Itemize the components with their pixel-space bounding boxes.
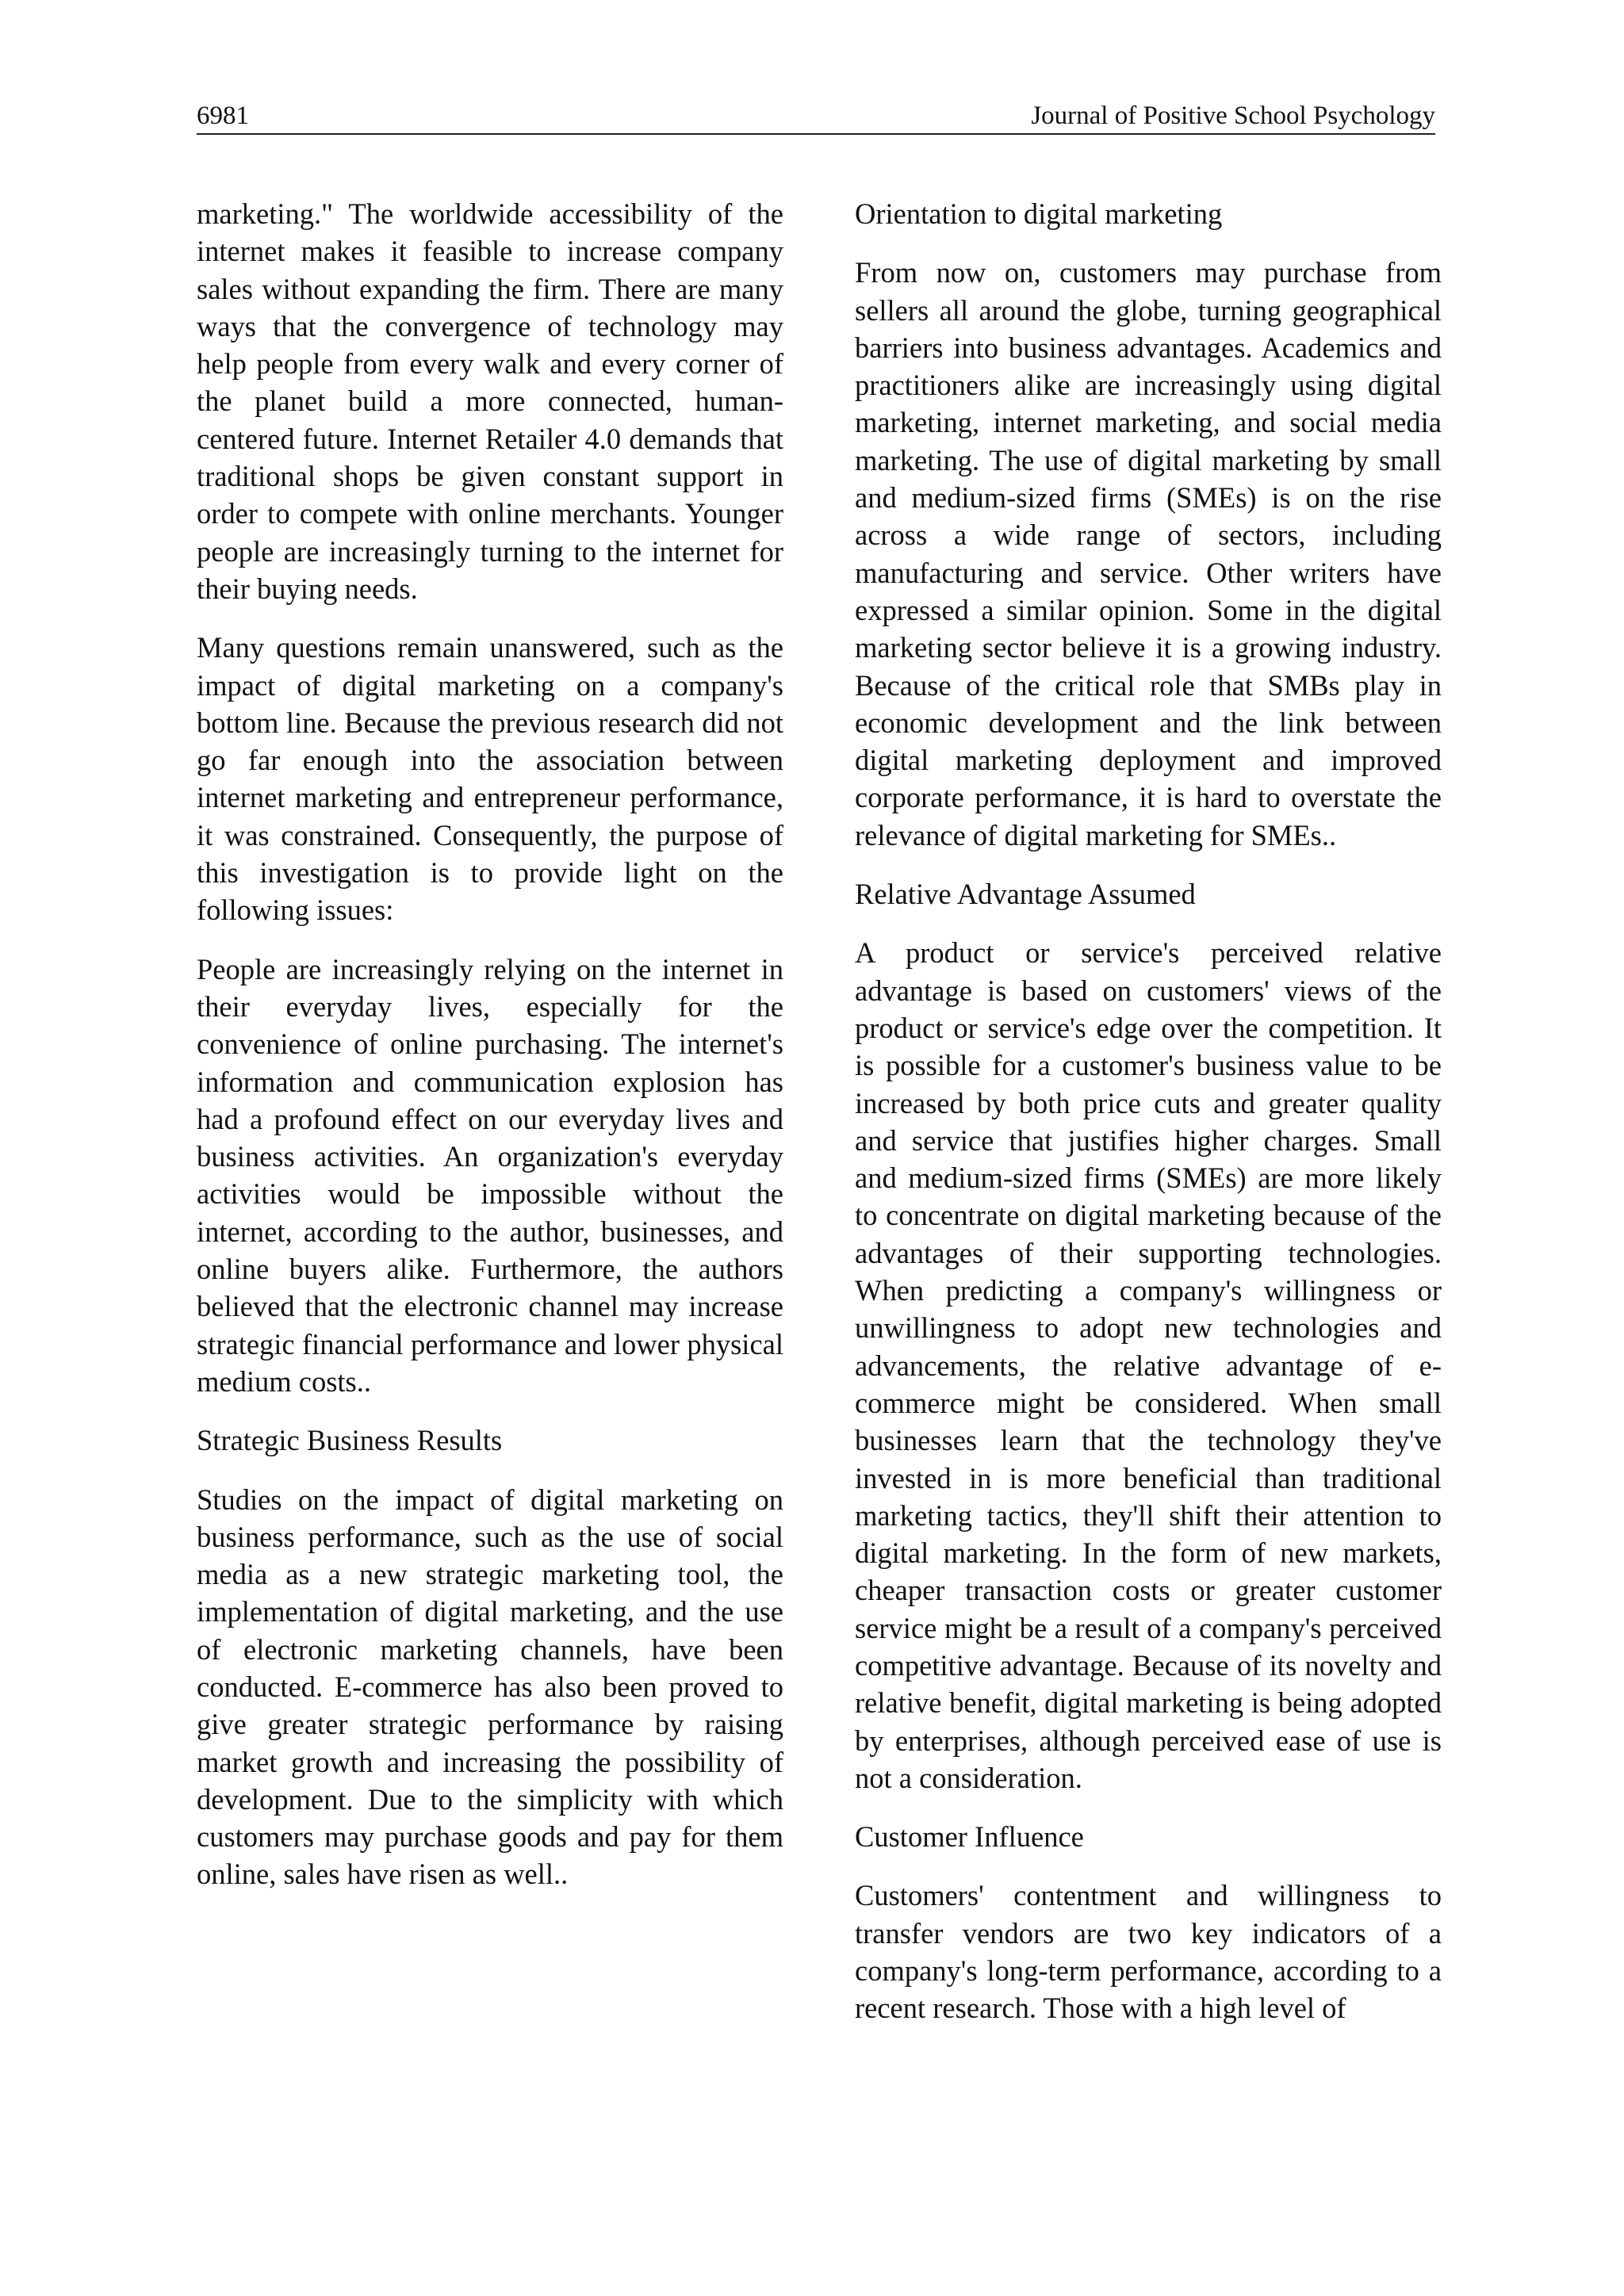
right-column (855, 195, 1442, 2049)
paragraph: From now on, customers may purchase from sellers all around the globe, turning geographical barriers into business advantages. Academics and practitioners alike are increasingly using digital marketing, internet marketing, and social media marketing. The use of digital marketing by small and medium-sized firms (SMEs) is on the rise across a wide range of sectors, including manufacturing and service. Other writers have expressed a similar opinion. Some in the digital marketing sector believe it is a growing industry. Because of the critical role that SMBs play in economic development and the link between digital marketing deployment and improved corporate performance, it is hard to overstate the relevance of digital marketing for SMEs.. (855, 256, 1442, 851)
paragraph: Studies on the impact of digital marketing on business performance, such as the use of social media as a new strategic marketing tool, the implementation of digital marketing, and the use of electronic marketing channels, have been conducted. E-commerce has also been proved to give greater strategic performance by raising market growth and increasing the possibility of development. Due to the simplicity with which customers may purchase goods and pay for them online, sales have risen as well.. (197, 1483, 783, 1891)
paragraph: Many questions remain unanswered, such as the impact of digital marketing on a company's bottom line. Because the previous research did not go far enough into the association between internet marketing and entrepreneur performance, it was constrained. Consequently, the purpose of this investigation is to provide light on the following issues: (197, 631, 783, 927)
journal-title: Journal of Positive School Psychology (1031, 101, 1435, 130)
paragraph: marketing." The worldwide accessibility of the internet makes it feasible to increase company sales without expanding the firm. There are many ways that the convergence of technology may help people from every walk and every corner of the planet build a more connected, human-centered future. Internet Retailer 4.0 demands that traditional shops be given constant support in order to compete with online merchants. Younger people are increasingly turning to the internet for their buying needs. (197, 197, 783, 605)
left-column (197, 195, 783, 1915)
page-header (197, 97, 1435, 135)
section-heading-strategic-business-results: Strategic Business Results (197, 1424, 503, 1457)
paragraph: People are increasingly relying on the internet in their everyday lives, especially for the convenience of online purchasing. The internet's information and communication explosion has had a profound effect on our everyday lives and business activities. An organization's everyday activities would be impossible without the internet, according to the author, businesses, and online buyers alike. Furthermore, the authors believed that the electronic channel may increase strategic financial performance and lower physical medium costs.. (197, 952, 783, 1398)
paragraph: A product or service's perceived relative advantage is based on customers' views of the product or service's edge over the competition. It is possible for a customer's business value to be increased by both price cuts and greater quality and service that justifies higher charges. Small and medium-sized firms (SMEs) are more likely to concentrate on digital marketing because of the advantages of their supporting technologies. When predicting a company's willingness or unwillingness to adopt new technologies and advancements, the relative advantage of e-commerce might be considered. When small businesses learn that the technology they've invested in is more beneficial than traditional marketing tactics, they'll shift their attention to digital marketing. In the form of new markets, cheaper transaction costs or greater customer service might be a result of a company's perceived competitive advantage. Because of its novelty and relative benefit, digital marketing is being adopted by enterprises, although perceived ease of use is not a consideration. (855, 936, 1442, 1794)
section-heading-relative-advantage: Relative Advantage Assumed (855, 878, 1196, 911)
section-heading-orientation-digital-marketing: Orientation to digital marketing (855, 197, 1223, 230)
page-number: 6981 (197, 101, 249, 130)
paragraph: Customers' contentment and willingness to transfer vendors are two key indicators of a company's long-term performance, according to a recent research. Those with a high level of (855, 1879, 1442, 2025)
section-heading-customer-influence: Customer Influence (855, 1820, 1084, 1854)
